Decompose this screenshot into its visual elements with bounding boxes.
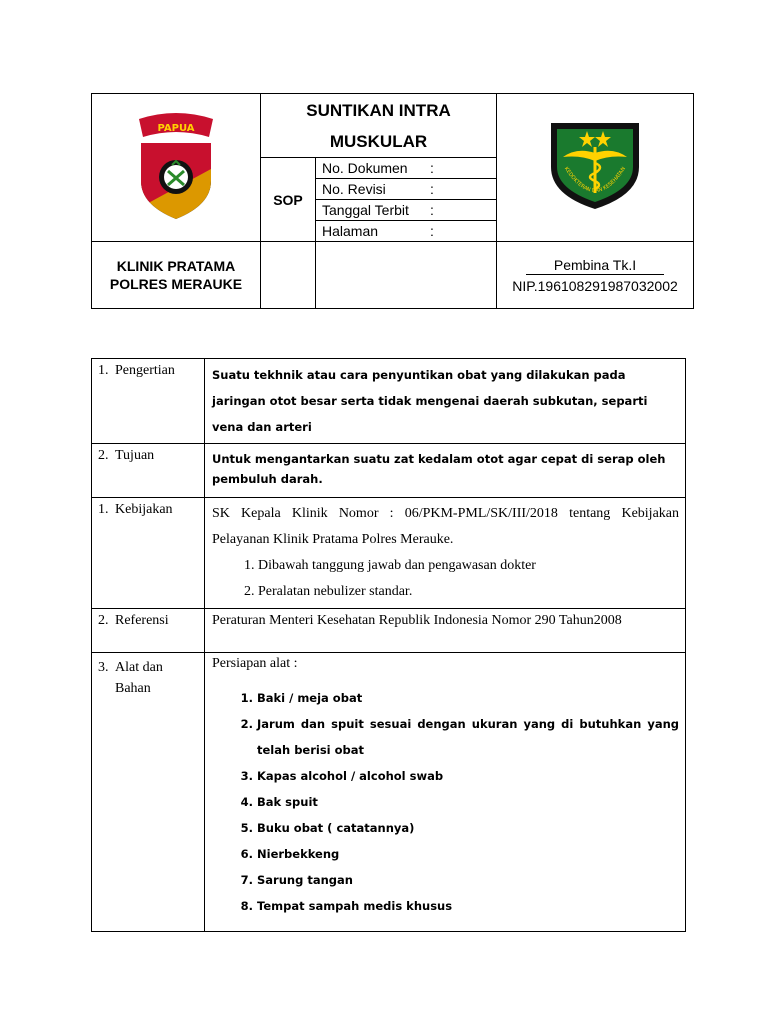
logo-papua-text: PAPUA	[157, 123, 195, 134]
section-content-tujuan: Untuk mengantarkan suatu zat kedalam otot agar cepat di serap oleh pembuluh darah.	[205, 444, 686, 498]
empty-cell	[261, 242, 316, 309]
list-item: 3. Kapas alcohol / alcohol swab	[257, 763, 679, 789]
no-dokumen-field: No. Dokumen :	[316, 158, 496, 179]
list-item: 4. Bak spuit	[257, 789, 679, 815]
list-item: 6. Nierbekkeng	[257, 841, 679, 867]
section-content-kebijakan	[205, 498, 686, 609]
logo-kedokteran-text: KEDOKTERAN DAN KESEHATAN	[562, 166, 628, 195]
list-item: 2. Jarum dan spuit sesuai dengan ukuran yang di butuhkan yang telah berisi obat	[257, 711, 679, 763]
title-line-1: SUNTIKAN INTRA	[306, 100, 451, 120]
table-row	[92, 498, 686, 609]
list-item: 1. Dibawah tanggung jawab dan pengawasan dokter	[258, 553, 679, 579]
pembina-title: Pembina Tk.I	[526, 257, 664, 275]
section-content-pengertian: Suatu tekhnik atau cara penyuntikan obat yang dilakukan pada jaringan otot besar serta tidak mengenai daerah subkutan, separti vena dan arteri	[205, 359, 686, 444]
no-revisi-field: No. Revisi :	[316, 179, 496, 200]
list-item: 2. Peralatan nebulizer standar.	[258, 579, 679, 605]
list-item: 7. Sarung tangan	[257, 867, 679, 893]
section-label-referensi: 2. Referensi	[92, 609, 205, 653]
medical-logo-cell	[497, 94, 694, 242]
title-line-2: MUSKULAR	[329, 131, 428, 151]
list-item: 5. Buku obat ( catatannya)	[257, 815, 679, 841]
section-label-kebijakan: 1. Kebijakan	[92, 498, 205, 609]
pembina-signature	[497, 242, 694, 309]
kebijakan-text: SK Kepala Klinik Nomor : 06/PKM-PML/SK/III/2018 tentang Kebijakan Pelayanan Klinik Pratama Polres Merauke.	[212, 506, 679, 547]
clinic-name: KLINIK PRATAMA POLRES MERAUKE	[92, 242, 261, 309]
table-row	[92, 444, 686, 498]
section-content-alat-bahan	[205, 653, 686, 932]
sop-header-table	[91, 93, 694, 309]
document-title	[261, 94, 497, 158]
sop-label: SOP	[261, 158, 316, 242]
section-label-pengertian: 1. Pengertian	[92, 359, 205, 444]
document-fields-cell	[316, 158, 497, 242]
alat-list	[212, 685, 679, 919]
tanggal-terbit-field: Tanggal Terbit :	[316, 200, 496, 221]
halaman-field: Halaman :	[322, 223, 434, 239]
empty-cell	[316, 242, 497, 309]
table-row	[92, 359, 686, 444]
sop-content-table	[91, 358, 686, 932]
pembina-nip: NIP.196108291987032002	[512, 277, 678, 294]
polri-papua-emblem-icon	[135, 109, 217, 221]
kebijakan-list	[212, 553, 679, 605]
section-content-referensi: Peraturan Menteri Kesehatan Republik Indonesia Nomor 290 Tahun2008	[205, 609, 686, 653]
table-row	[92, 653, 686, 932]
list-item: 8. Tempat sampah medis khusus	[257, 893, 679, 919]
section-label-tujuan: 2. Tujuan	[92, 444, 205, 498]
polri-papua-logo-cell	[92, 94, 261, 242]
section-label-alat-bahan: 3. Alat dan Bahan	[92, 653, 205, 932]
kedokteran-kesehatan-emblem-icon	[547, 119, 643, 211]
table-row	[92, 609, 686, 653]
alat-intro: Persiapan alat :	[212, 656, 298, 671]
list-item: 1. Baki / meja obat	[257, 685, 679, 711]
